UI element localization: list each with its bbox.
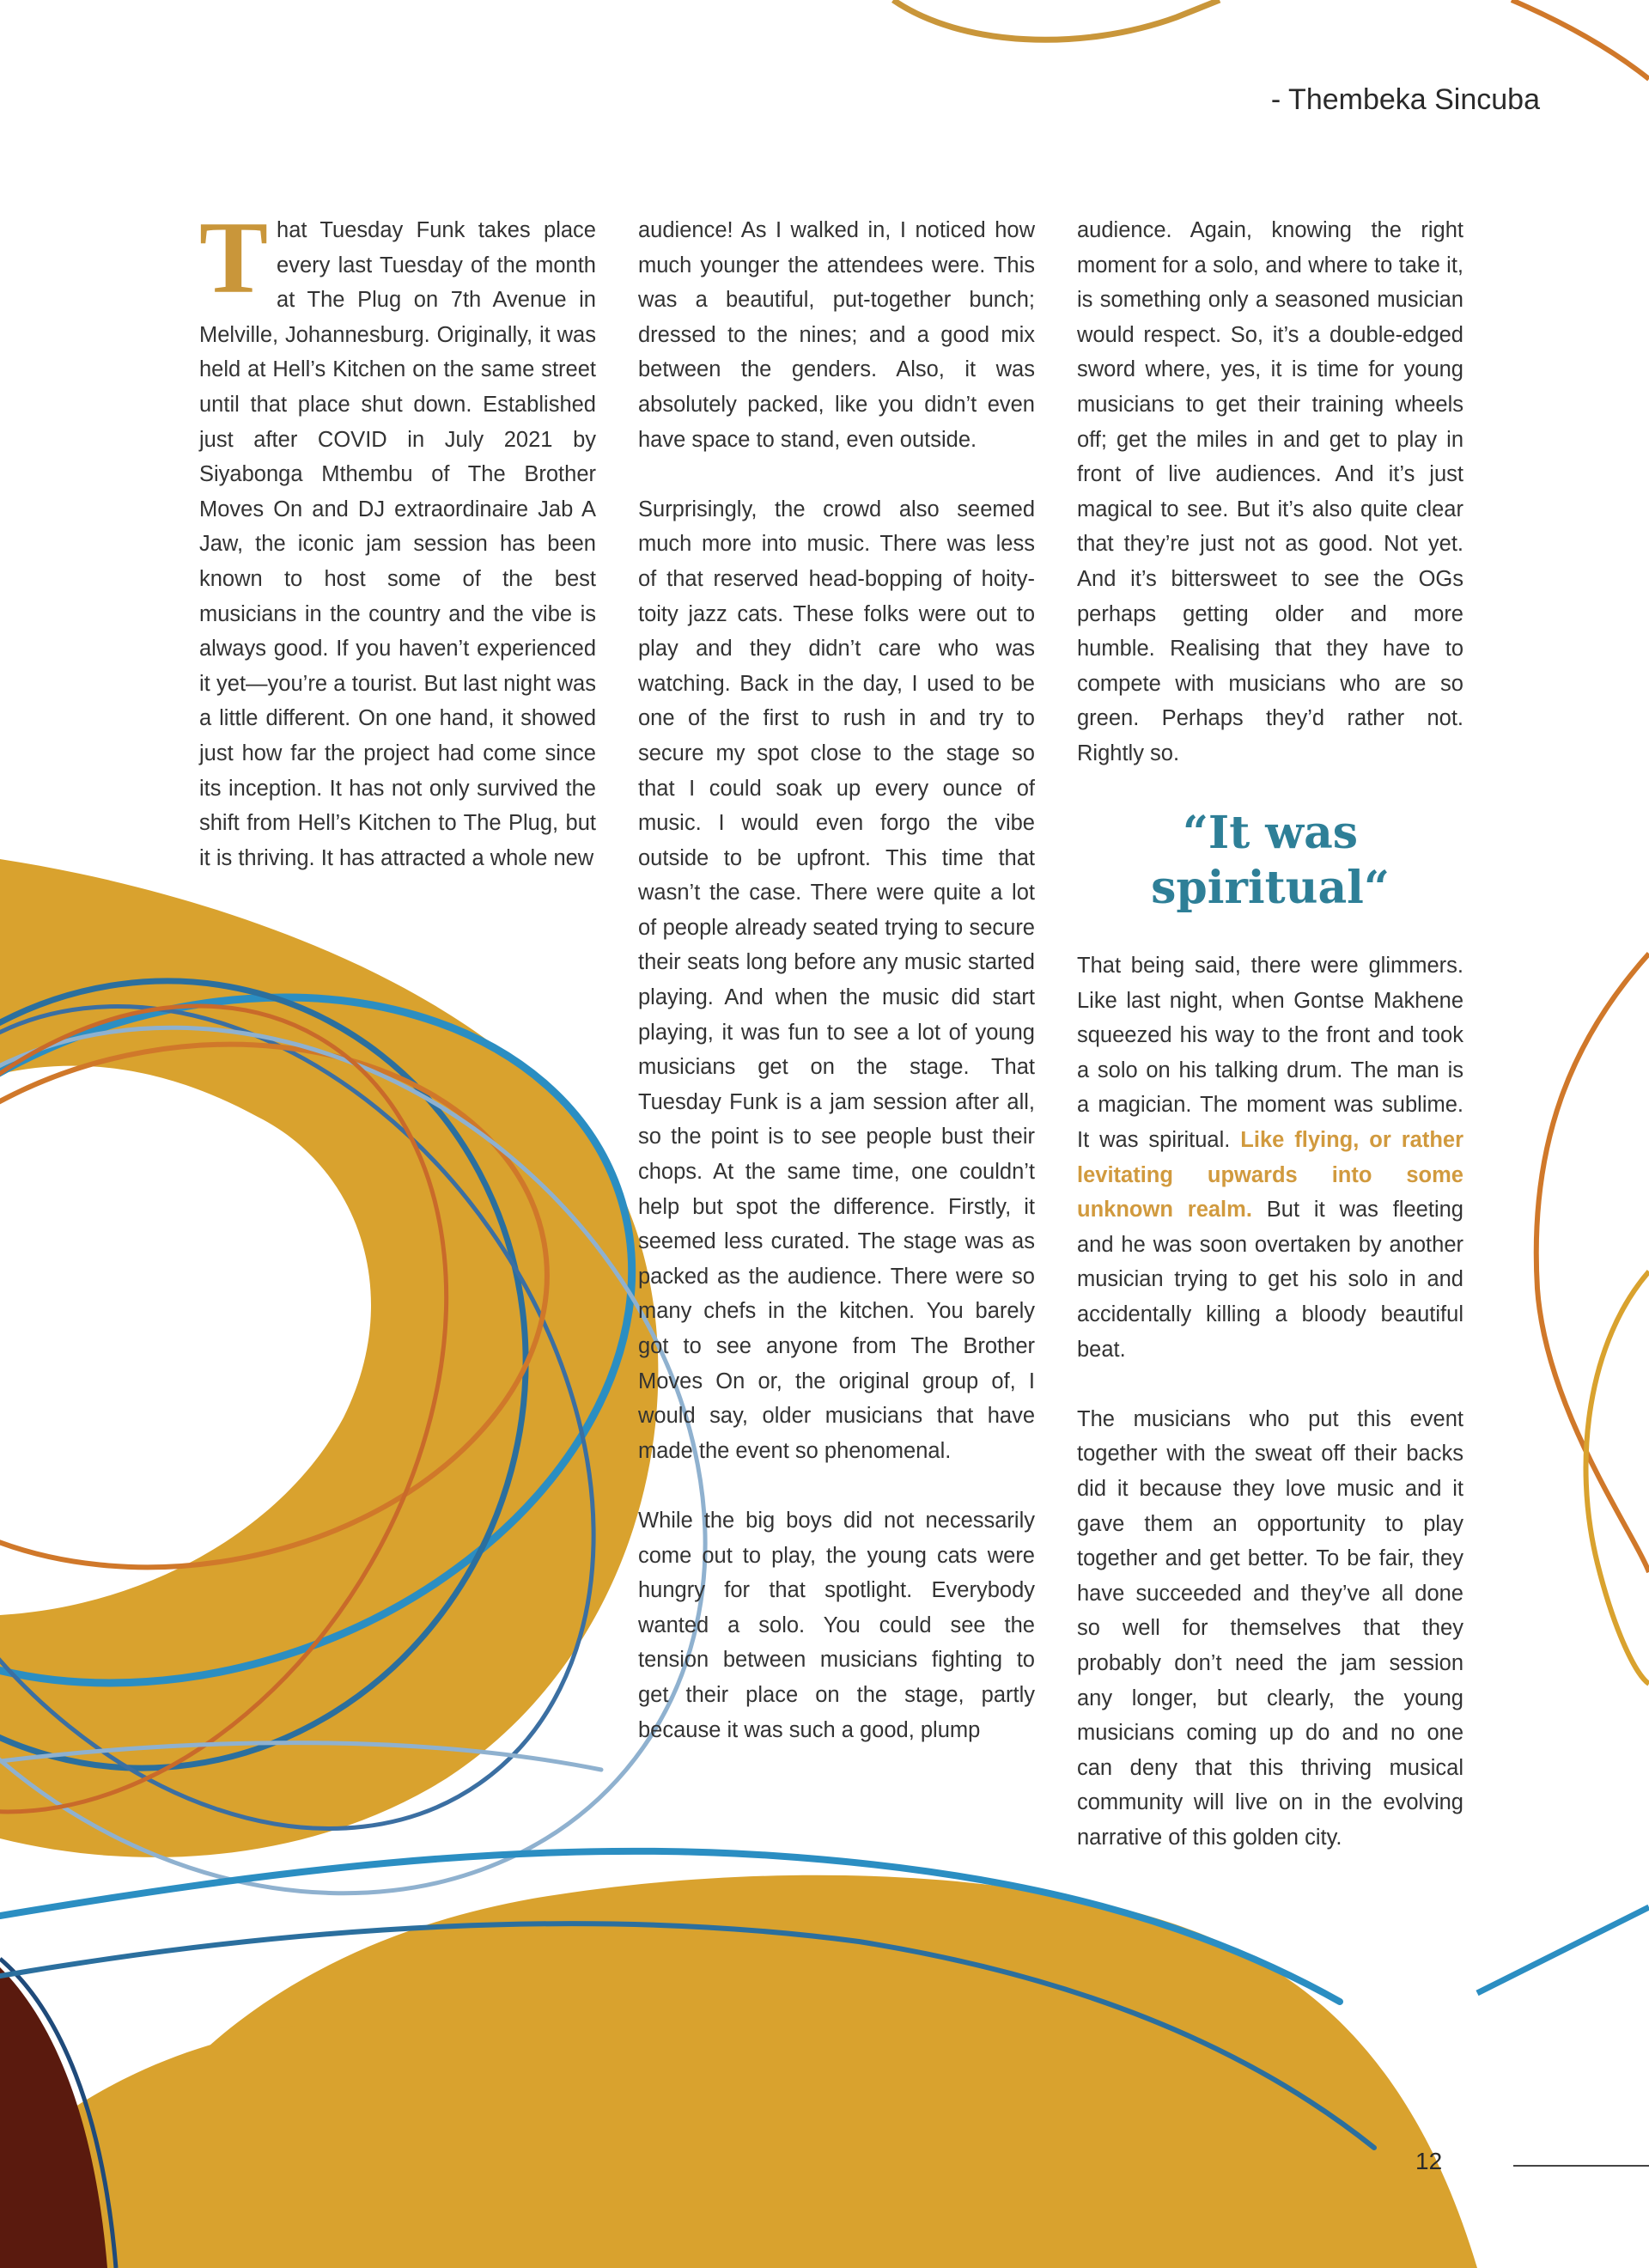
column-2-paragraph-1: audience! As I walked in, I noticed how much younger the attendees were. This was a beautiful, put-together bunch; dressed to the nines; and a good mix between the genders. Also, it was absolutely packed, like you didn’t even have space to stand, even outside.: [638, 218, 1035, 452]
page-number: 12: [1415, 2148, 1443, 2174]
right-orange-wave: [1536, 954, 1649, 1572]
highlighted-quote: Like flying, or rather levitating upwards into some unknown realm.: [1077, 1128, 1463, 1222]
column-3-paragraph-1: audience. Again, knowing the right moment for a solo, and where to take it, is something only a seasoned musician would respect. So, it’s a double-edged sword where, yes, it is time for young musicians to get their training wheels off; get the miles in and get to play in front of live audiences. And it’s just magical to see. But it’s also quite clear that they’re just not as good. Not yet. And it’s bittersweet to see the OGs perhaps getting older and more humble. Realising that they have to compete with musicians who are so green. Perhaps they’d rather not. Rightly so.: [1077, 218, 1463, 765]
column-1-paragraph: [199, 200, 596, 875]
article-column-1: [199, 200, 596, 911]
right-blue-wave: [1477, 1907, 1649, 1993]
top-gold-arc: [893, 0, 1220, 40]
paragraph-2-text-a: That being said, there were glimmers. Like last night, when Gontse Makhene squeezed his way to the front and took a solo on his talking drum. The man is a magician. The moment was sublime. It was spiritual.: [1077, 954, 1463, 1153]
author-byline: - Thembeka Sincuba: [1270, 83, 1540, 116]
article-column-3: [1077, 213, 1463, 1890]
column-2-paragraph-2: Surprisingly, the crowd also seemed much more into music. There was less of that reserved head-bopping of hoity-toity jazz cats. These folks were out to play and they didn’t care who was watching. Back in the day, I used to be one of the first to rush in and try to secure my spot close to the stage so that I could soak up every ounce of music. I would even forgo the vibe outside to be upfront. This time that wasn’t the case. There were quite a lot of people already seated trying to secure their seats long before any music started playing. And when the music did start playing, it was fun to see a lot of young musicians get on the stage. That Tuesday Funk is a jam session after all, so the point is to see people bust their chops. At the same time, one couldn’t help but spot the difference. Firstly, it seemed less curated. The stage was as packed as the audience. There were so many chefs in the kitchen. You barely got to see anyone from The Brother Moves On or, the original group of, I would say, older musicians that have made the event so phenomenal.: [638, 497, 1035, 1463]
drop-cap: T: [199, 200, 269, 314]
footer-rule: [1513, 2165, 1649, 2167]
right-gold-wave: [1586, 1271, 1649, 1684]
column-3-paragraph-2: [1077, 948, 1463, 1367]
paragraph-2-text-b: But it was fleeting and he was soon overtaken by another musician trying to get his solo in and accidentally killing a bloody beautiful beat.: [1077, 1198, 1463, 1362]
top-right-orange-arc: [1512, 0, 1649, 79]
column-1-text: hat Tuesday Funk takes place every last Tuesday of the month at The Plug on 7th Avenue in Melville, Johannesburg. Originally, it was held at Hell’s Kitchen on the same street until that place shut down. Established just after COVID in July 2021 by Siyabonga Mthembu of The Brother Moves On and DJ extraordinaire Jab A Jaw, the iconic jam session has been known to host some of the best musicians in the country and the vibe is always good. If you haven’t experienced it yet—you’re a tourist. But last night was a little different. On one hand, it showed just how far the project had come since its inception. It has not only survived the shift from Hell’s Kitchen to The Plug, but it is thriving. It has attracted a whole new: [199, 218, 596, 870]
pull-quote: “It was spiritual“: [1151, 807, 1390, 915]
column-2-paragraph-3: While the big boys did not necessarily come out to play, the young cats were hungry for that spotlight. Everybody wanted a solo. You could see the tension between musicians fighting to get their place on the stage, partly because it was such a good, plump: [638, 1508, 1035, 1742]
column-3-paragraph-3: The musicians who put this event together with the sweat off their backs did it because they love music and it gave them an opportunity to play together and get better. To be fair, they have succeeded and they’ve all done so well for themselves that they probably don’t need the jam session any longer, but clearly, the young musicians coming up do and no one can deny that this thriving musical community will live on in the evolving narrative of this golden city.: [1077, 1406, 1463, 1850]
article-column-2: [638, 213, 1035, 1783]
